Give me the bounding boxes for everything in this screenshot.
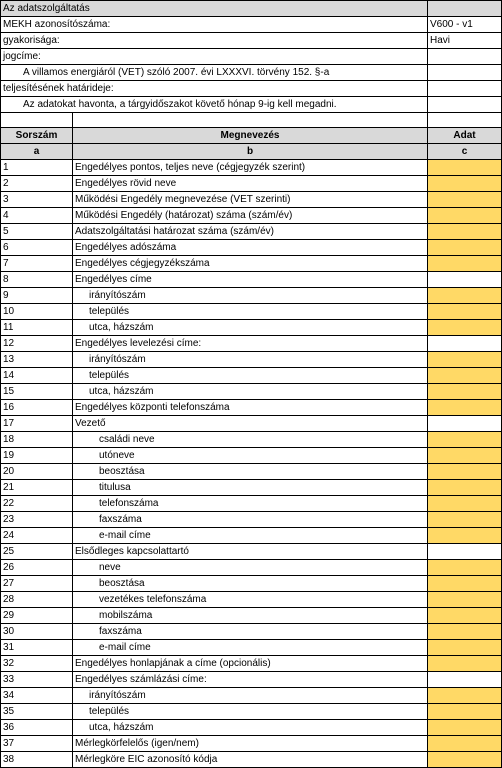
column-letter-c: c <box>428 144 502 160</box>
data-input-cell[interactable] <box>428 528 502 544</box>
row-number: 38 <box>1 752 73 768</box>
row-number: 25 <box>1 544 73 560</box>
frequency-label: gyakorisága: <box>1 33 428 49</box>
data-input-cell[interactable] <box>428 256 502 272</box>
table-row <box>1 208 502 224</box>
id-label: MEKH azonosítószáma: <box>1 17 428 33</box>
row-label: Engedélyes központi telefonszáma <box>73 400 428 416</box>
data-input-cell[interactable] <box>428 592 502 608</box>
row-label: település <box>73 704 428 720</box>
data-input-cell[interactable] <box>428 624 502 640</box>
data-input-cell <box>428 672 502 688</box>
row-label: Működési Engedély megnevezése (VET szerinti) <box>73 192 428 208</box>
row-number: 1 <box>1 160 73 176</box>
row-label: Engedélyes cégjegyzékszáma <box>73 256 428 272</box>
data-input-cell[interactable] <box>428 240 502 256</box>
row-number: 30 <box>1 624 73 640</box>
row-number: 33 <box>1 672 73 688</box>
row-number: 14 <box>1 368 73 384</box>
row-label: mobilszáma <box>73 608 428 624</box>
row-number: 17 <box>1 416 73 432</box>
row-label: faxszáma <box>73 512 428 528</box>
row-number: 4 <box>1 208 73 224</box>
row-number: 27 <box>1 576 73 592</box>
table-row <box>1 736 502 752</box>
deadline-value: Az adatokat havonta, a tárgyidőszakot követő hónap 9-ig kell megadni. <box>1 97 428 113</box>
row-number: 18 <box>1 432 73 448</box>
row-number: 21 <box>1 480 73 496</box>
table-row <box>1 528 502 544</box>
row-label: Engedélyes pontos, teljes neve (cégjegyzék szerint) <box>73 160 428 176</box>
column-letter-b: b <box>73 144 428 160</box>
row-number: 10 <box>1 304 73 320</box>
data-input-cell[interactable] <box>428 224 502 240</box>
table-row <box>1 176 502 192</box>
row-label: Engedélyes számlázási címe: <box>73 672 428 688</box>
id-value: V600 - v1 <box>428 17 502 33</box>
table-row <box>1 432 502 448</box>
row-number: 8 <box>1 272 73 288</box>
data-input-cell[interactable] <box>428 640 502 656</box>
row-label: faxszáma <box>73 624 428 640</box>
spacer-cell <box>428 113 502 128</box>
deadline-empty <box>428 81 502 97</box>
spacer-cell <box>73 113 428 128</box>
row-number: 29 <box>1 608 73 624</box>
column-header-number: Sorszám <box>1 128 73 144</box>
data-input-cell[interactable] <box>428 368 502 384</box>
data-input-cell[interactable] <box>428 352 502 368</box>
deadline-value-empty <box>428 97 502 113</box>
data-input-cell[interactable] <box>428 192 502 208</box>
table-row <box>1 656 502 672</box>
legal-basis-value: A villamos energiáról (VET) szóló 2007. évi LXXXVI. törvény 152. §-a <box>1 65 428 81</box>
table-row <box>1 224 502 240</box>
row-number: 22 <box>1 496 73 512</box>
row-number: 26 <box>1 560 73 576</box>
table-row <box>1 688 502 704</box>
table-row <box>1 304 502 320</box>
row-label: utca, házszám <box>73 384 428 400</box>
row-label: titulusa <box>73 480 428 496</box>
data-input-cell[interactable] <box>428 304 502 320</box>
row-label: utóneve <box>73 448 428 464</box>
row-number: 13 <box>1 352 73 368</box>
data-input-cell <box>428 544 502 560</box>
data-input-cell[interactable] <box>428 608 502 624</box>
column-header-data: Adat <box>428 128 502 144</box>
table-row <box>1 448 502 464</box>
row-number: 11 <box>1 320 73 336</box>
row-label: családi neve <box>73 432 428 448</box>
row-number: 36 <box>1 720 73 736</box>
data-input-cell[interactable] <box>428 288 502 304</box>
legal-basis-label: jogcíme: <box>1 49 428 65</box>
column-letter-a: a <box>1 144 73 160</box>
row-number: 3 <box>1 192 73 208</box>
table-row <box>1 160 502 176</box>
table-row <box>1 384 502 400</box>
data-input-cell[interactable] <box>428 720 502 736</box>
row-label: Engedélyes címe <box>73 272 428 288</box>
row-label: Engedélyes rövid neve <box>73 176 428 192</box>
table-row <box>1 464 502 480</box>
row-label: utca, házszám <box>73 720 428 736</box>
row-label: neve <box>73 560 428 576</box>
row-number: 23 <box>1 512 73 528</box>
table-row <box>1 576 502 592</box>
row-label: Adatszolgáltatási határozat száma (szám/év) <box>73 224 428 240</box>
table-row <box>1 496 502 512</box>
row-number: 24 <box>1 528 73 544</box>
data-input-cell <box>428 416 502 432</box>
data-input-cell[interactable] <box>428 384 502 400</box>
table-row <box>1 624 502 640</box>
data-input-cell[interactable] <box>428 160 502 176</box>
table-row <box>1 672 502 688</box>
row-number: 31 <box>1 640 73 656</box>
table-row <box>1 480 502 496</box>
table-row <box>1 608 502 624</box>
row-label: Engedélyes levelezési címe: <box>73 336 428 352</box>
table-row <box>1 544 502 560</box>
row-number: 5 <box>1 224 73 240</box>
table-row <box>1 752 502 768</box>
row-number: 9 <box>1 288 73 304</box>
data-input-cell[interactable] <box>428 576 502 592</box>
row-label: település <box>73 304 428 320</box>
row-label: Mérlegkörfelelős (igen/nem) <box>73 736 428 752</box>
data-input-cell[interactable] <box>428 496 502 512</box>
column-header-name: Megnevezés <box>73 128 428 144</box>
table-row <box>1 560 502 576</box>
table-row <box>1 352 502 368</box>
row-number: 15 <box>1 384 73 400</box>
data-input-cell[interactable] <box>428 480 502 496</box>
row-label: Engedélyes adószáma <box>73 240 428 256</box>
table-row <box>1 400 502 416</box>
table-row <box>1 720 502 736</box>
row-number: 34 <box>1 688 73 704</box>
row-label: település <box>73 368 428 384</box>
table-row <box>1 704 502 720</box>
row-label: e-mail címe <box>73 640 428 656</box>
row-label: irányítószám <box>73 352 428 368</box>
table-row <box>1 368 502 384</box>
row-number: 2 <box>1 176 73 192</box>
row-label: beosztása <box>73 576 428 592</box>
row-number: 28 <box>1 592 73 608</box>
table-row <box>1 416 502 432</box>
row-label: Mérlegköre EIC azonosító kódja <box>73 752 428 768</box>
data-input-cell[interactable] <box>428 320 502 336</box>
data-input-cell[interactable] <box>428 688 502 704</box>
table-row <box>1 192 502 208</box>
data-input-cell[interactable] <box>428 448 502 464</box>
row-number: 37 <box>1 736 73 752</box>
form-title: Az adatszolgáltatás <box>1 1 428 17</box>
data-input-cell[interactable] <box>428 704 502 720</box>
data-input-cell[interactable] <box>428 560 502 576</box>
table-row <box>1 240 502 256</box>
table-row <box>1 640 502 656</box>
table-row <box>1 592 502 608</box>
row-label: irányítószám <box>73 288 428 304</box>
table-row <box>1 272 502 288</box>
row-label: e-mail címe <box>73 528 428 544</box>
row-label: beosztása <box>73 464 428 480</box>
table-row <box>1 256 502 272</box>
table-row <box>1 512 502 528</box>
data-input-cell[interactable] <box>428 432 502 448</box>
data-input-cell[interactable] <box>428 512 502 528</box>
row-number: 19 <box>1 448 73 464</box>
row-label: utca, házszám <box>73 320 428 336</box>
deadline-label: teljesítésének határideje: <box>1 81 428 97</box>
row-label: vezetékes telefonszáma <box>73 592 428 608</box>
data-input-cell[interactable] <box>428 400 502 416</box>
data-input-cell <box>428 272 502 288</box>
row-label: Elsődleges kapcsolattartó <box>73 544 428 560</box>
table-row <box>1 320 502 336</box>
table-row <box>1 288 502 304</box>
row-number: 7 <box>1 256 73 272</box>
row-label: Működési Engedély (határozat) száma (szám/év) <box>73 208 428 224</box>
data-input-cell[interactable] <box>428 656 502 672</box>
frequency-value: Havi <box>428 33 502 49</box>
table-row <box>1 336 502 352</box>
row-number: 32 <box>1 656 73 672</box>
data-input-cell <box>428 336 502 352</box>
row-number: 12 <box>1 336 73 352</box>
data-input-cell[interactable] <box>428 208 502 224</box>
data-input-cell[interactable] <box>428 736 502 752</box>
row-number: 16 <box>1 400 73 416</box>
data-input-cell[interactable] <box>428 176 502 192</box>
row-number: 35 <box>1 704 73 720</box>
form-title-fill <box>428 1 502 17</box>
row-label: Vezető <box>73 416 428 432</box>
data-input-cell[interactable] <box>428 464 502 480</box>
row-label: Engedélyes honlapjának a címe (opcionális) <box>73 656 428 672</box>
spacer-cell <box>1 113 73 128</box>
data-input-cell[interactable] <box>428 752 502 768</box>
row-number: 6 <box>1 240 73 256</box>
legal-basis-value-empty <box>428 65 502 81</box>
row-label: irányítószám <box>73 688 428 704</box>
row-label: telefonszáma <box>73 496 428 512</box>
row-number: 20 <box>1 464 73 480</box>
legal-basis-empty <box>428 49 502 65</box>
